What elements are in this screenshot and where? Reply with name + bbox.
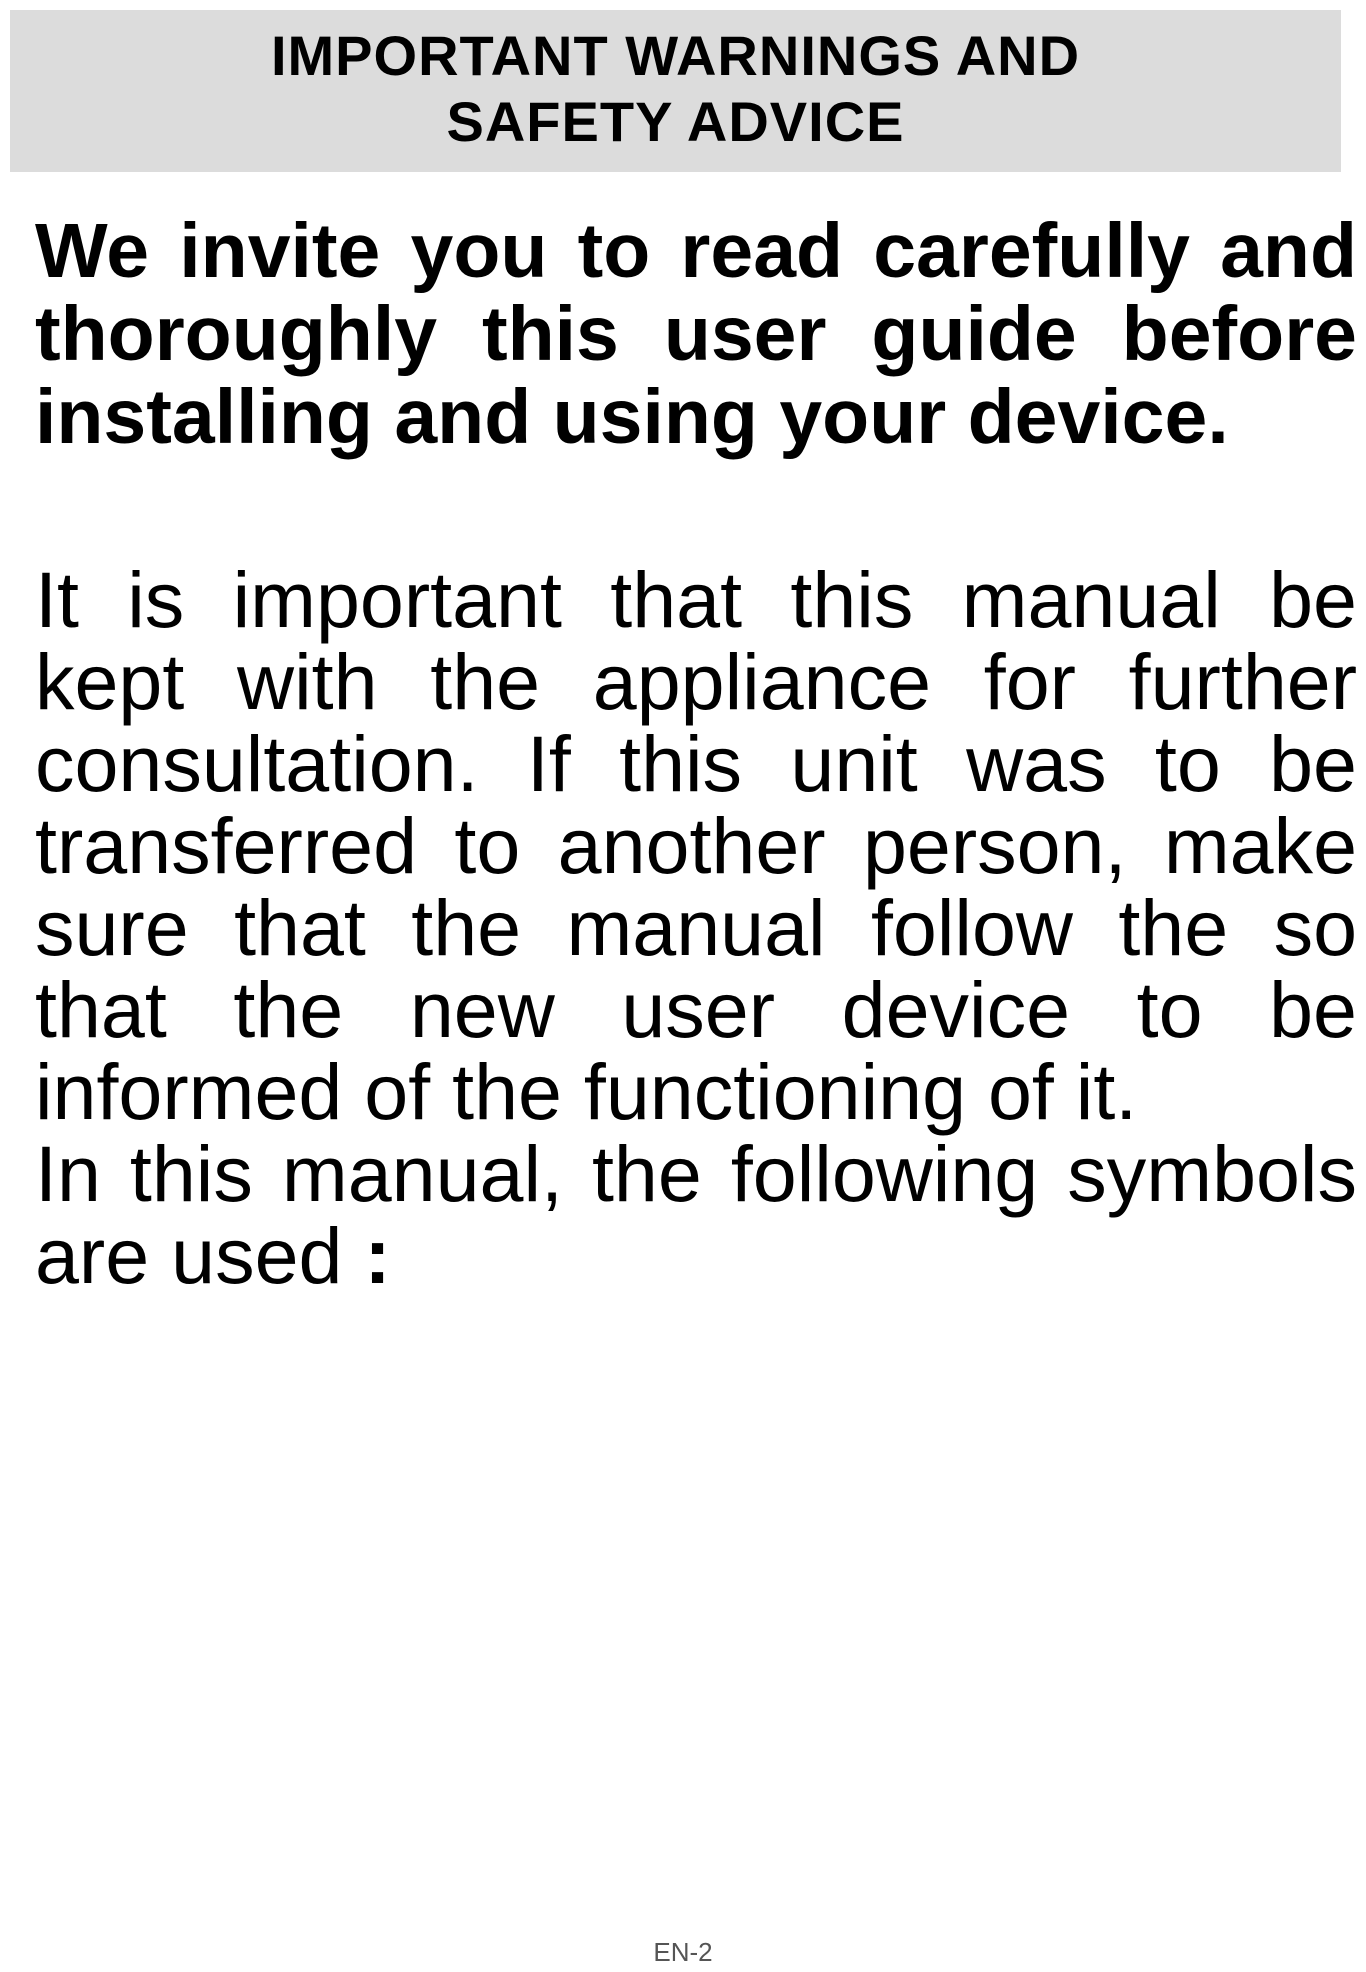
page-number: EN-2 <box>653 1937 713 1967</box>
body-line: informed of the functioning of it. <box>35 1047 1138 1136</box>
body-line: In this manual, the following symbols <box>35 1129 1357 1218</box>
intro-paragraph <box>35 210 1357 459</box>
intro-line: thoroughly this user guide before <box>35 291 1357 377</box>
intro-line: installing and using your device. <box>35 374 1229 460</box>
body-last-line-colon: : <box>364 1211 391 1300</box>
section-title-line-1: IMPORTANT WARNINGS AND <box>270 24 1081 87</box>
body-line: sure that the manual follow the so <box>35 883 1357 972</box>
section-title-line-2: SAFETY ADVICE <box>446 90 905 153</box>
body-line: kept with the appliance for further <box>35 637 1357 726</box>
body-last-line <box>35 1211 1357 1300</box>
body-line: consultation. If this unit was to be <box>35 719 1357 808</box>
section-header <box>10 10 1341 172</box>
body-last-line-text: are used <box>35 1211 343 1300</box>
body-line: transferred to another person, make <box>35 801 1357 890</box>
body-line: that the new user device to be <box>35 965 1357 1054</box>
body-line: It is important that this manual be <box>35 555 1357 644</box>
intro-line: We invite you to read carefully and <box>35 208 1357 294</box>
body-paragraph <box>35 555 1357 1300</box>
